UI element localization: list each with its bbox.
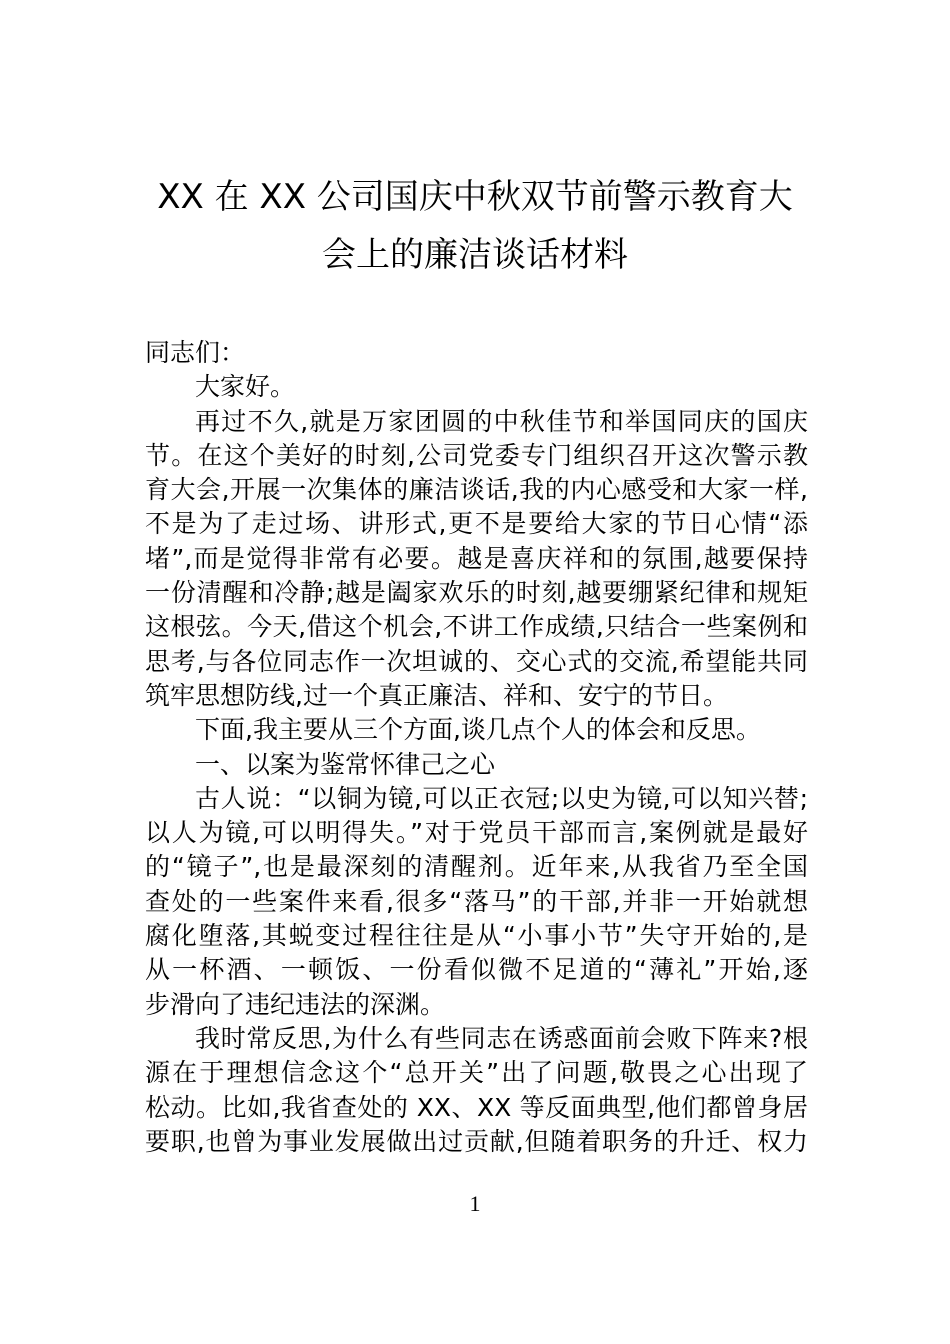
document-title [140,168,810,284]
paragraph-mirror-line: 古人说：“以铜为镜,可以正衣冠;以史为镜,可以知兴替; [195,783,808,813]
paragraph-mirror-line: 以人为镜,可以明得失。”对于党员干部而言,案例就是最好 [145,818,808,848]
paragraph-reflection-line: 要职,也曾为事业发展做出过贡献,但随着职务的升迁、权力 [145,1126,808,1156]
title-line-2: 会上的廉洁谈话材料 [322,235,628,275]
paragraph-reflection-line: 松动。比如,我省查处的 XX、XX 等反面典型,他们都曾身居 [145,1092,808,1122]
page-number: 1 [469,1191,481,1216]
paragraph-intro-line: 育大会,开展一次集体的廉洁谈话,我的内心感受和大家一样, [145,475,808,505]
paragraph-intro-line: 再过不久,就是万家团圆的中秋佳节和举国同庆的国庆 [195,406,808,436]
paragraph-reflection-line: 源在于理想信念这个“总开关”出了问题,敬畏之心出现了 [145,1058,808,1088]
paragraph-reflection-line: 我时常反思,为什么有些同志在诱惑面前会败下阵来?根 [195,1023,808,1053]
salutation: 同志们： [145,338,246,367]
paragraph-mirror-line: 从一杯酒、一顿饭、一份看似微不足道的“薄礼”开始,逐 [145,955,808,985]
paragraph-intro-line: 筑牢思想防线,过一个真正廉洁、祥和、安宁的节日。 [145,680,728,710]
paragraph-mirror-line: 步滑向了违纪违法的深渊。 [145,989,446,1019]
paragraph-intro-line: 堵”,而是觉得非常有必要。越是喜庆祥和的氛围,越要保持 [145,543,808,573]
paragraph-greeting: 大家好。 [195,372,296,402]
paragraph-outline: 下面,我主要从三个方面,谈几点个人的体会和反思。 [195,715,761,745]
paragraph-intro-line: 思考,与各位同志作一次坦诚的、交心式的交流,希望能共同 [145,646,808,676]
paragraph-mirror-line: 腐化堕落,其蜕变过程往往是从“小事小节”失守开始的,是 [145,921,808,951]
paragraph-mirror-line: 查处的一些案件来看,很多“落马”的干部,并非一开始就想 [145,886,808,916]
document-body [145,336,808,1159]
paragraph-intro-line: 一份清醒和冷静;越是阖家欢乐的时刻,越要绷紧纪律和规矩 [145,578,808,608]
title-line-1: XX 在 XX 公司国庆中秋双节前警示教育大 [157,177,793,217]
paragraph-intro-line: 这根弦。今天,借这个机会,不讲工作成绩,只结合一些案例和 [145,612,808,642]
section-heading-1: 一、以案为鉴常怀律己之心 [195,749,496,779]
paragraph-intro-line: 节。在这个美好的时刻,公司党委专门组织召开这次警示教 [145,440,808,470]
paragraph-intro-line: 不是为了走过场、讲形式,更不是要给大家的节日心情“添 [145,509,808,539]
paragraph-mirror-line: 的“镜子”,也是最深刻的清醒剂。近年来,从我省乃至全国 [145,852,808,882]
